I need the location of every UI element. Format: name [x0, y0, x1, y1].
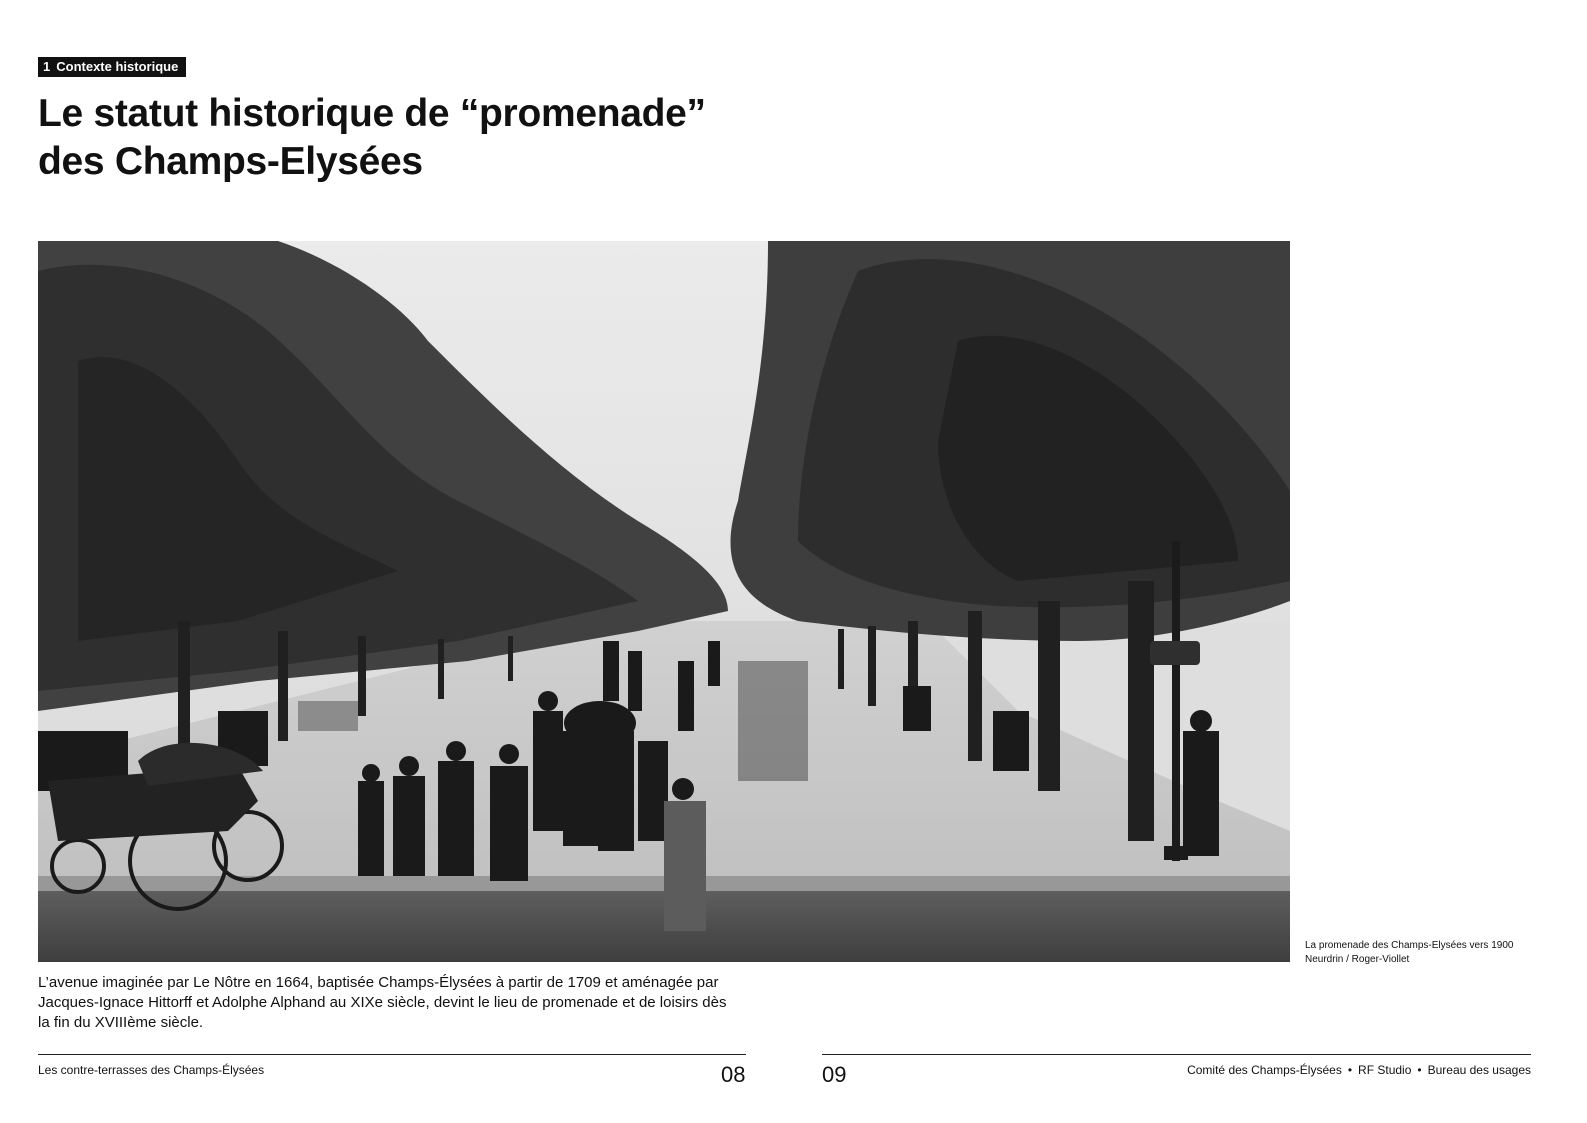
caption-credit: Neurdrin / Roger-Viollet — [1305, 954, 1410, 965]
body-paragraph: L’avenue imaginée par Le Nôtre en 1664, baptisée Champs-Élysées à partir de 1709 et aménagée par Jacques-Ignace Hittorff et Adolphe Alphand au XIXe siècle, devint le lieu de promenade et de loisirs dès la fin du XVIIIème siècle. — [38, 974, 727, 1031]
credit-rf-studio: RF Studio — [1358, 1063, 1412, 1077]
caption-title: La promenade des Champs-Elysées vers 1900 — [1305, 940, 1514, 951]
separator-dot: • — [1347, 1063, 1353, 1077]
page-number-left: 08 — [721, 1062, 746, 1087]
credit-comite: Comité des Champs-Élysées — [1187, 1063, 1342, 1077]
historic-photo — [38, 241, 1290, 962]
photo-illustration — [38, 241, 1290, 962]
title-line-1: Le statut historique de “promenade” — [38, 92, 706, 135]
credit-bureau: Bureau des usages — [1427, 1063, 1531, 1077]
separator-dot: • — [1417, 1063, 1422, 1077]
footer-credits — [1187, 1063, 1531, 1077]
photo-caption — [1305, 939, 1565, 967]
page-title — [38, 90, 798, 186]
footer-rule-right — [822, 1054, 1531, 1055]
section-label: Contexte historique — [56, 59, 179, 74]
section-number: 1 — [43, 59, 51, 74]
footer-document-title: Les contre-terrasses des Champs-Élysées — [38, 1063, 265, 1077]
page-number-right: 09 — [822, 1062, 847, 1087]
footer-rule-left — [38, 1054, 746, 1055]
section-tag — [38, 57, 186, 77]
title-line-2: des Champs-Elysées — [38, 140, 423, 183]
